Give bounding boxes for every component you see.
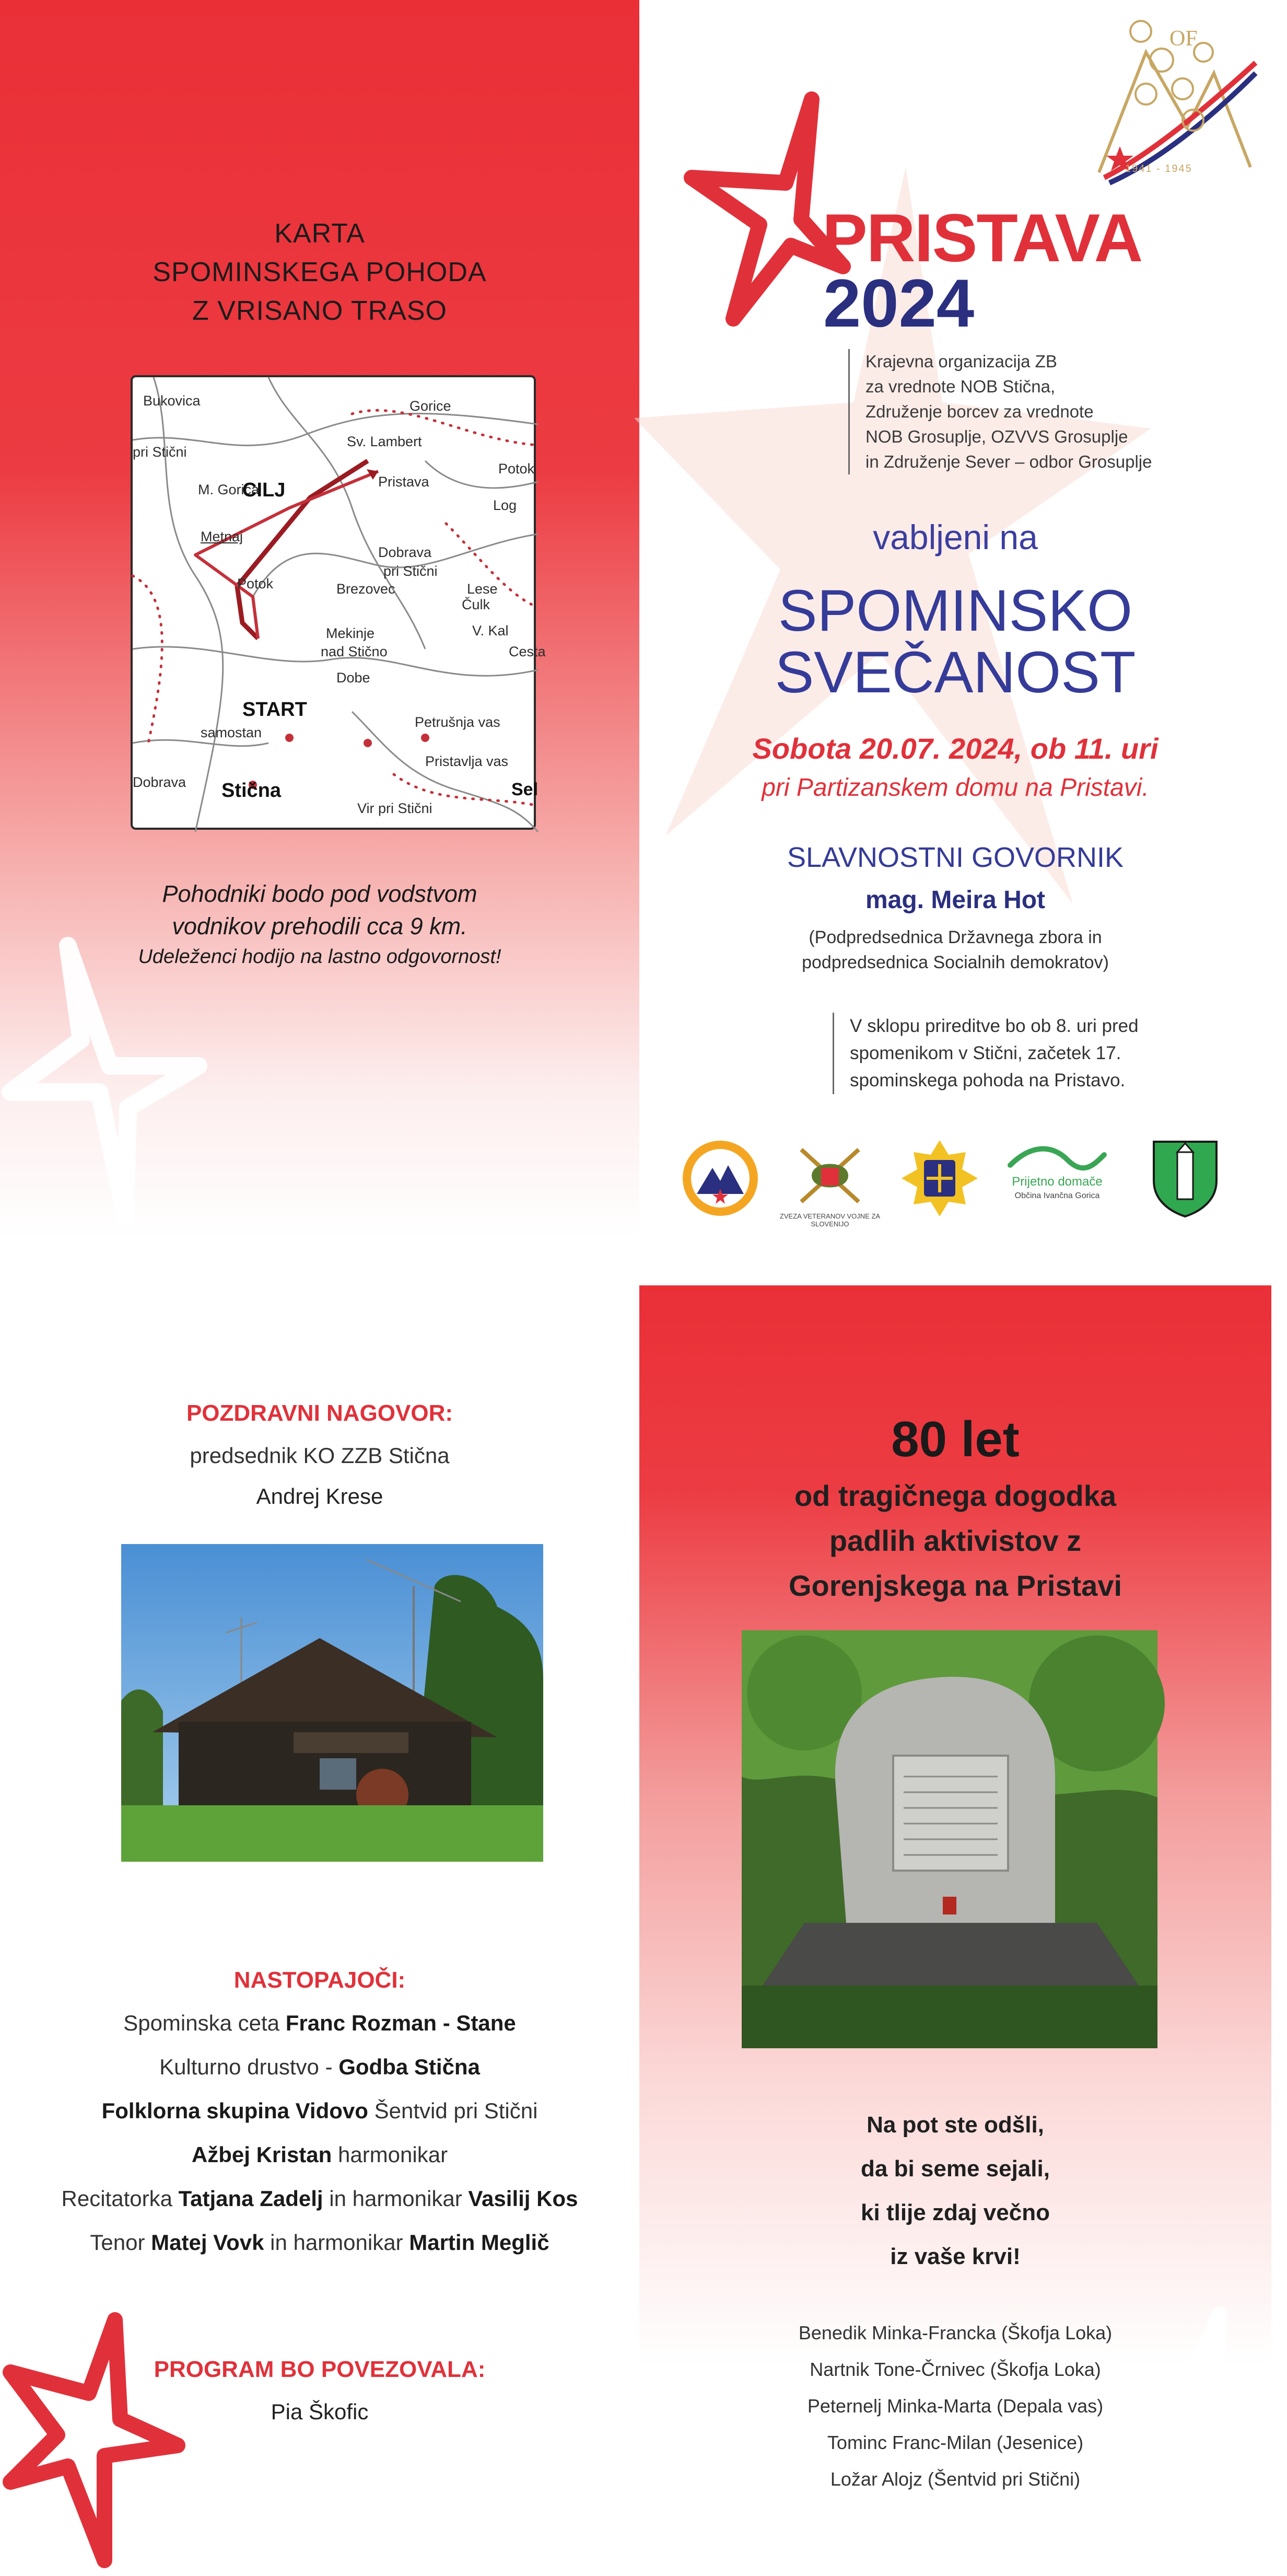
greeting-role: predsednik KO ZZB Stična xyxy=(190,1443,450,1468)
event-date: Sobota 20.07. 2024, ob 11. uri xyxy=(752,732,1159,765)
map-place-label: nad Stično xyxy=(321,644,388,659)
pre-event-note xyxy=(833,1013,1139,1094)
victim-name: Nartnik Tone-Črnivec (Škofja Loka) xyxy=(810,2359,1101,2380)
map-place-label: Cesta xyxy=(509,644,546,659)
map-place-label: Sel xyxy=(511,780,539,799)
municipality-crest xyxy=(1151,1139,1219,1217)
memorial-headline: 80 let xyxy=(891,1411,1020,1467)
performer-text: Spominska ceta xyxy=(123,2011,286,2035)
memorial-subheadline-line: padlih aktivistov z xyxy=(829,1524,1082,1557)
victim-name: Benedik Minka-Francka (Škofja Loka) xyxy=(798,2322,1113,2343)
map-place-label: Sv. Lambert xyxy=(347,434,422,449)
map-title-line: SPOMINSKEGA POHODA xyxy=(153,257,487,287)
memorial-stone-photo xyxy=(742,1630,1157,2048)
memorial-photo-image xyxy=(742,1630,1157,2048)
speaker-name: mag. Meira Hot xyxy=(865,886,1046,914)
map-place-label: M. Gorica xyxy=(198,482,260,497)
veterans-logo xyxy=(779,1139,881,1228)
organizers xyxy=(848,349,1152,474)
performer-text: harmonikar xyxy=(332,2142,448,2167)
performers-heading: NASTOPAJOČI: xyxy=(233,1967,406,1993)
map-place-label: Čulk xyxy=(462,597,490,612)
map-panel xyxy=(0,0,639,1238)
route-map xyxy=(131,375,546,830)
speaker-role-line: podpredsednica Socialnih demokratov) xyxy=(802,953,1109,972)
organizer-line: Združenje borcev za vrednote xyxy=(865,402,1094,421)
performer-text: in harmonikar xyxy=(264,2230,410,2255)
zzb-logo-icon xyxy=(681,1139,759,1217)
hike-note-line: vodnikov prehodili cca 9 km. xyxy=(172,913,467,939)
memorial-subheadline-line: od tragičnega dogodka xyxy=(794,1479,1117,1512)
zzb-logo xyxy=(681,1139,759,1217)
map-place-label: Lese xyxy=(467,581,498,597)
event-name xyxy=(639,580,1271,703)
invited-text: vabljeni na xyxy=(873,518,1038,556)
hike-note xyxy=(0,878,639,943)
poem-line: Na pot ste odšli, xyxy=(867,2112,1044,2138)
invitation-panel xyxy=(639,0,1271,1285)
map-start-label: START xyxy=(242,699,307,721)
performer-name: Martin Meglič xyxy=(409,2230,549,2255)
map-place-label: Dobrava xyxy=(133,774,186,790)
victim-name: Ložar Alojz (Šentvid pri Stični) xyxy=(830,2468,1081,2490)
hike-note-line: Pohodniki bodo pod vodstvom xyxy=(162,880,477,907)
map-place-label: Potok xyxy=(237,576,274,591)
map-place-label: Dobrava xyxy=(378,544,432,560)
map-place-label: Pristava xyxy=(378,474,429,490)
event-name-line: SPOMINSKO xyxy=(778,578,1133,643)
performer-name: Tatjana Zadelj xyxy=(178,2186,323,2211)
sponsor-logos xyxy=(681,1139,1235,1228)
map-place-label: Mekinje xyxy=(326,625,375,641)
of-logo xyxy=(1083,10,1261,183)
prijetno-domace-icon xyxy=(1005,1139,1109,1176)
memorial-subheadline-line: Gorenjskega na Pristavi xyxy=(788,1569,1122,1602)
map-place-label: Bukovica xyxy=(143,393,201,409)
performer-line xyxy=(0,2001,639,2045)
sever-logo-icon xyxy=(900,1139,979,1217)
greeting-name: Andrej Krese xyxy=(256,1484,383,1509)
performer-text: Recitatorka xyxy=(61,2186,179,2211)
poem-line: ki tlije zdaj večno xyxy=(861,2200,1050,2225)
map-place-label: Gorice xyxy=(410,398,451,414)
map-place-label: Vir pri Stični xyxy=(357,800,432,816)
performer-name: Vasilij Kos xyxy=(468,2186,578,2211)
map-place-label: pri Stični xyxy=(133,444,187,460)
poem-line: da bi seme sejali, xyxy=(861,2156,1050,2182)
map-place-label: Stična xyxy=(221,780,282,802)
map-title xyxy=(0,214,639,330)
performer-name: Franc Rozman - Stane xyxy=(285,2011,516,2035)
map-place-label: Metnaj xyxy=(201,529,243,544)
event-title: PRISTAVA xyxy=(822,200,1142,276)
performer-name: Ažbej Kristan xyxy=(191,2142,332,2167)
organizer-line: za vrednote NOB Stična, xyxy=(865,377,1056,396)
map-place-label: V. Kal xyxy=(472,623,509,639)
partisan-house-photo xyxy=(121,1544,543,1862)
map-place-label: Brezovec xyxy=(336,581,395,597)
performer-line xyxy=(0,2133,639,2177)
victim-name: Tominc Franc-Milan (Jesenice) xyxy=(827,2432,1084,2453)
greeting-heading: POZDRAVNI NAGOVOR: xyxy=(186,1400,453,1426)
map-place-label: Potok xyxy=(498,461,535,477)
organizer-line: in Združenje Sever – odbor Grosuplje xyxy=(865,452,1152,471)
performer-name: Matej Vovk xyxy=(151,2230,264,2255)
speaker-heading: SLAVNOSTNI GOVORNIK xyxy=(787,842,1124,873)
map-place-label: pri Stični xyxy=(383,563,438,579)
performer-text: Kulturno drustvo - xyxy=(159,2055,339,2079)
performer-text: in harmonikar xyxy=(323,2186,469,2211)
program-panel xyxy=(0,1238,639,2572)
event-name-line: SVEČANOST xyxy=(775,640,1136,705)
sever-logo xyxy=(900,1139,979,1217)
speaker-role xyxy=(639,925,1271,975)
host-heading: PROGRAM BO POVEZOVALA: xyxy=(154,2357,486,2382)
pre-event-line: spominskega pohoda na Pristavo. xyxy=(850,1070,1126,1090)
map-place-label: Pristavlja vas xyxy=(425,753,509,769)
organizer-line: Krajevna organizacija ZB xyxy=(865,352,1057,371)
performer-text: Tenor xyxy=(90,2230,151,2255)
memorial-subheadline xyxy=(639,1473,1271,1608)
pre-event-line: spomenikom v Stični, začetek 17. xyxy=(850,1043,1121,1063)
map-title-line: KARTA xyxy=(274,218,365,249)
speaker-role-line: (Podpredsednica Državnega zbora in xyxy=(809,927,1102,947)
crest-icon xyxy=(1151,1139,1219,1217)
prijetno-domace-sub: Občina Ivančna Gorica xyxy=(1014,1191,1100,1200)
performers-list xyxy=(0,2001,639,2265)
host-name: Pia Škofic xyxy=(271,2399,369,2424)
memorial-poem xyxy=(639,2103,1271,2279)
organizer-line: NOB Grosuplje, OZVVS Grosuplje xyxy=(865,427,1128,446)
prijetno-domace-logo xyxy=(1005,1139,1109,1217)
performer-name: Godba Stična xyxy=(338,2055,480,2079)
performer-line xyxy=(0,2221,639,2265)
star-outline-icon xyxy=(0,935,209,1238)
veterans-logo-icon xyxy=(791,1139,869,1217)
map-place-label: Log xyxy=(493,497,517,513)
victim-name: Peternelj Minka-Marta (Depala vas) xyxy=(807,2395,1104,2417)
map-finish-label: CILJ xyxy=(242,479,286,501)
performer-line xyxy=(0,2045,639,2089)
performer-text: Šentvid pri Stični xyxy=(368,2098,538,2123)
prijetno-domace-caption: Prijetno domače xyxy=(1012,1175,1103,1189)
map-title-line: Z VRISANO TRASO xyxy=(192,296,447,326)
victims-list xyxy=(639,2315,1271,2498)
of-logo-years: 1941 - 1945 xyxy=(1125,163,1192,175)
pre-event-line: V sklopu prireditve bo ob 8. uri pred xyxy=(850,1016,1139,1036)
of-logo-text: OF xyxy=(1169,27,1198,51)
memorial-panel xyxy=(639,1285,1271,2572)
performer-name: Folklorna skupina Vidovo xyxy=(101,2098,368,2123)
hike-disclaimer: Udeleženci hodijo na lastno odgovornost! xyxy=(138,946,501,968)
map-place-label: Dobe xyxy=(336,670,370,686)
event-place: pri Partizanskem domu na Pristavi. xyxy=(762,774,1149,802)
map-place-label: Petrušnja vas xyxy=(415,714,500,730)
performer-line xyxy=(0,2177,639,2221)
star-outline-icon xyxy=(0,2310,188,2571)
performer-line xyxy=(0,2089,639,2133)
veterans-caption: ZVEZA VETERANOV VOJNE ZA SLOVENIJO xyxy=(779,1212,881,1228)
map-place-label: samostan xyxy=(201,725,262,740)
event-year: 2024 xyxy=(823,265,975,341)
house-photo-image xyxy=(121,1544,543,1862)
poem-line: iz vaše krvi! xyxy=(890,2244,1021,2269)
